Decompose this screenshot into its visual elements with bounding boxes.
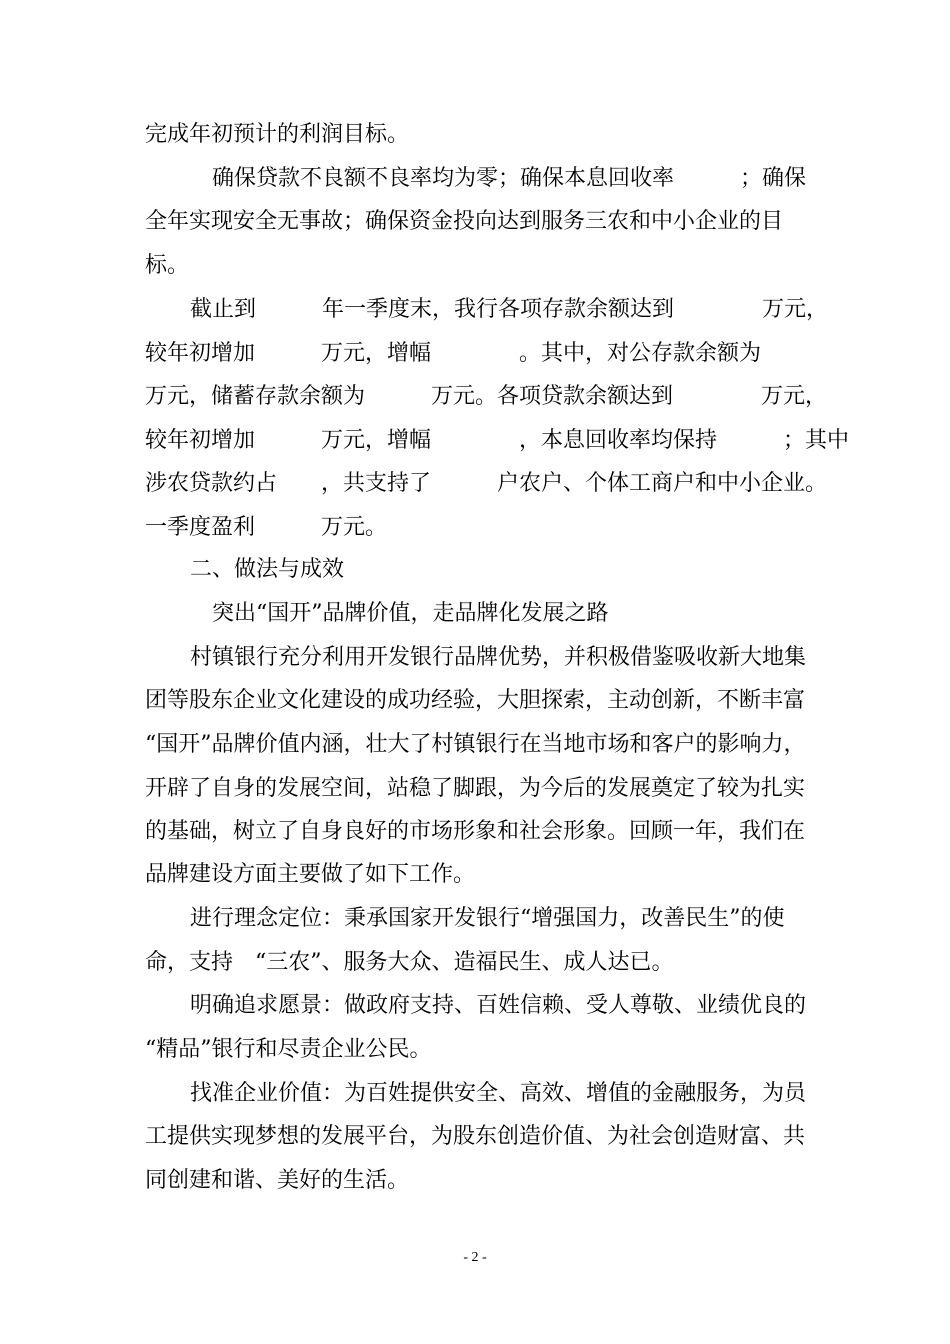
text-line: 较年初增加 万元，增幅 ，本息回收率均保持 ；其中 [145, 428, 850, 453]
text-line: 确保贷款不良额不良率均为零；确保本息回收率 ；确保 [212, 166, 807, 191]
text-line: 品牌建设方面主要做了如下工作。 [145, 862, 476, 887]
text-line: 找准企业价值：为百姓提供安全、高效、增值的金融服务，为员 [190, 1081, 807, 1106]
text-line: 涉农贷款约占 ，共支持了 户农户、个体工商户和中小企业。 [145, 471, 828, 496]
section-heading: 二、做法与成效 [190, 557, 345, 582]
text-line: 较年初增加 万元，增幅 。其中，对公存款余额为 [145, 341, 762, 366]
text-line: 同创建和谐、美好的生活。 [145, 1168, 410, 1193]
text-line: 万元，储蓄存款余额为 万元。各项贷款余额达到 万元， [145, 384, 828, 409]
text-line: “精品”银行和尽责企业公民。 [145, 1037, 432, 1062]
text-line: 一季度盈利 万元。 [145, 515, 388, 540]
text-line: 开辟了自身的发展空间，站稳了脚跟，为今后的发展奠定了较为扎实 [145, 776, 806, 801]
text-line: 的基础，树立了自身良好的市场形象和社会形象。回顾一年，我们在 [145, 819, 806, 844]
text-line: 团等股东企业文化建设的成功经验，大胆探索，主动创新，不断丰富 [145, 688, 806, 713]
subsection-heading: 突出“国开”品牌价值，走品牌化发展之路 [212, 601, 609, 626]
text-line: 标。 [145, 253, 190, 278]
text-line: 命，支持 “三农”、服务大众、造福民生、成人达已。 [145, 950, 674, 975]
text-line: 截止到 年一季度末，我行各项存款余额达到 万元， [190, 297, 829, 322]
text-line: “国开”品牌价值内涵，壮大了村镇银行在当地市场和客户的影响力， [145, 732, 806, 757]
page-number: - 2 - [463, 1250, 487, 1265]
text-line: 进行理念定位：秉承国家开发银行“增强国力，改善民生”的使 [190, 906, 785, 931]
text-line: 工提供实现梦想的发展平台，为股东创造价值、为社会创造财富、共 [145, 1124, 806, 1149]
text-line: 全年实现安全无事故；确保资金投向达到服务三农和中小企业的目 [145, 209, 784, 234]
text-line: 完成年初预计的利润目标。 [145, 122, 410, 147]
text-line: 村镇银行充分利用开发银行品牌优势，并积极借鉴吸收新大地集 [190, 645, 807, 670]
text-line: 明确追求愿景：做政府支持、百姓信赖、受人尊敬、业绩优良的 [190, 993, 807, 1018]
